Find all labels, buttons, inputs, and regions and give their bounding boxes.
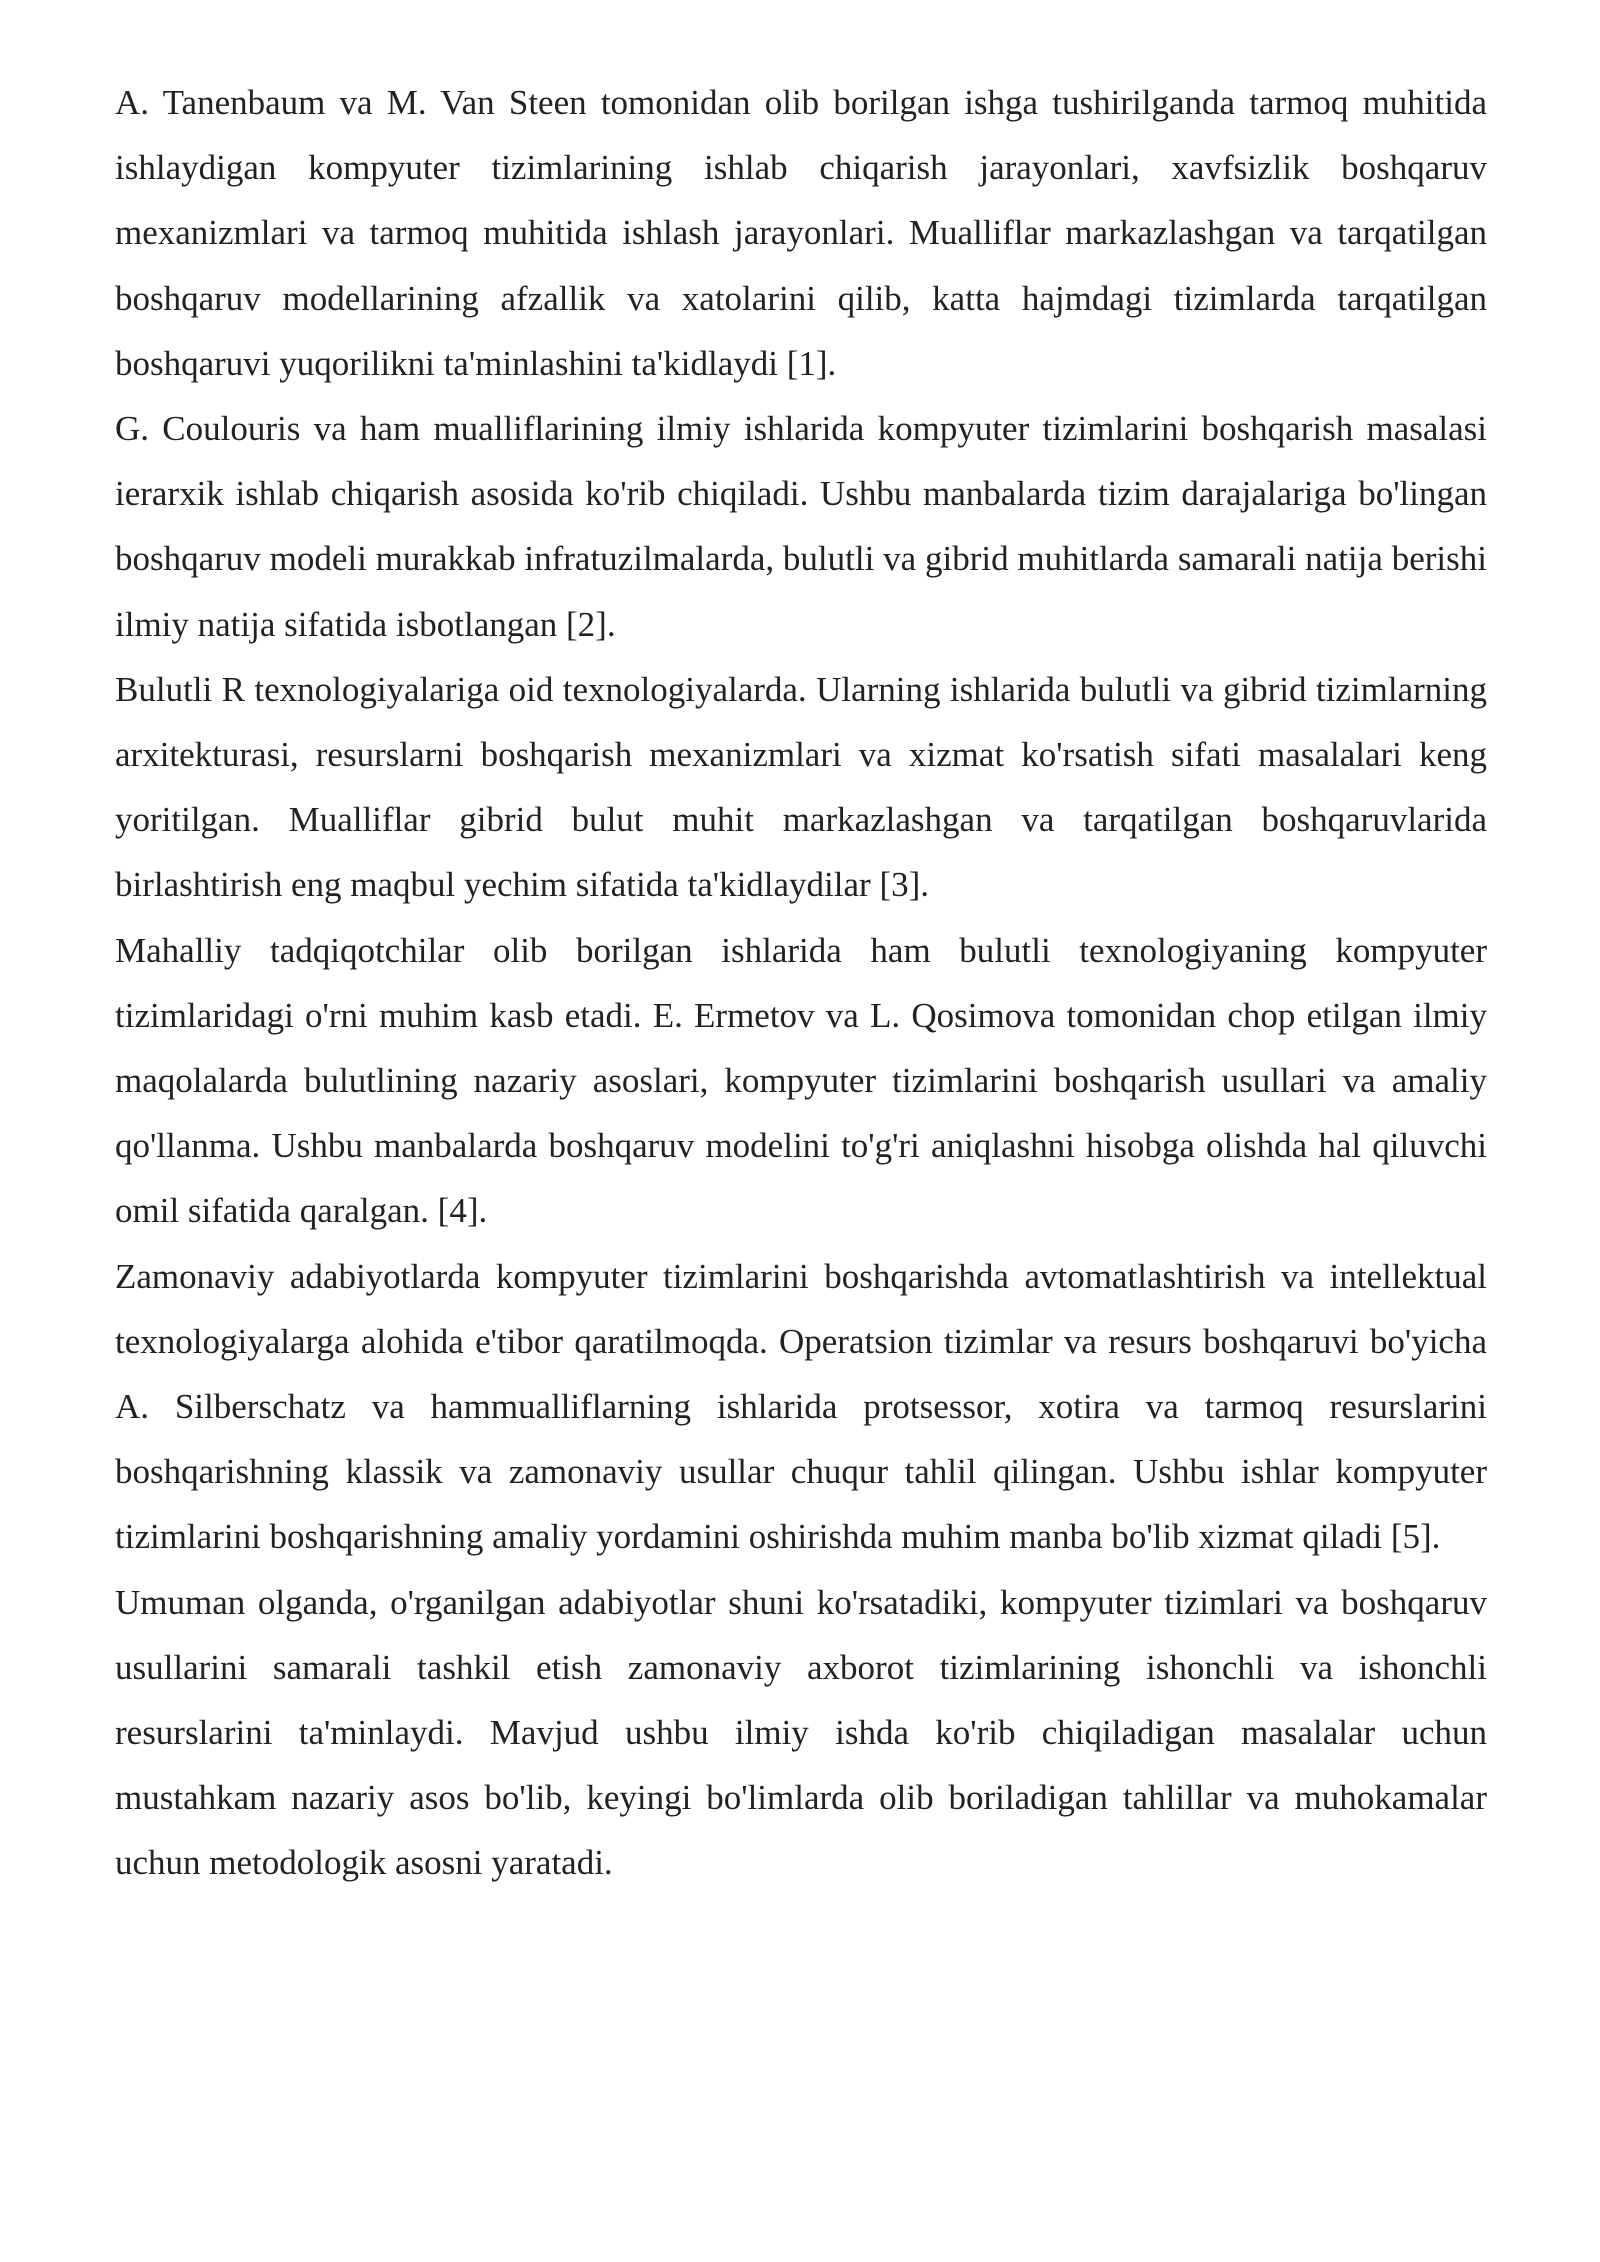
paragraph-3: Bulutli R texnologiyalariga oid texnologiyalarda. Ularning ishlarida bulutli va gibrid tizimlarning arxitekturasi, resurslarni boshqarish mexanizmlari va xizmat ko'rsatish sifati masalalari keng yoritilgan. Mualliflar gibrid bulut muhit markazlashgan va tarqatilgan boshqaruvlarida birlashtirish eng maqbul yechim sifatida ta'kidlaydilar [3]. (115, 669, 1487, 905)
paragraph-5: Zamonaviy adabiyotlarda kompyuter tizimlarini boshqarishda avtomatlashtirish va intellektual texnologiyalarga alohida e'tibor qaratilmoqda. Operatsion tizimlar va resurs boshqaruvi bo'yicha A. Silberschatz va hammualliflarning ishlarida protsessor, xotira va tarmoq resurslarini boshqarishning klassik va zamonaviy usullar chuqur tahlil qilingan. Ushbu ishlar kompyuter tizimlarini boshqarishning amaliy yordamini oshirishda muhim manba bo'lib xizmat qiladi [5]. (115, 1256, 1487, 1557)
paragraph-4: Mahalliy tadqiqotchilar olib borilgan ishlarida ham bulutli texnologiyaning kompyuter tizimlaridagi o'rni muhim kasb etadi. E. Ermetov va L. Qosimova tomonidan chop etilgan ilmiy maqolalarda bulutlining nazariy asoslari, kompyuter tizimlarini boshqarish usullari va amaliy qo'llanma. Ushbu manbalarda boshqaruv modelini to'g'ri aniqlashni hisobga olishda hal qiluvchi omil sifatida qaralgan. [4]. (115, 930, 1487, 1231)
paragraph-2: G. Coulouris va ham mualliflarining ilmiy ishlarida kompyuter tizimlarini boshqarish masalasi ierarxik ishlab chiqarish asosida ko'rib chiqiladi. Ushbu manbalarda tizim darajalariga bo'lingan boshqaruv modeli murakkab infratuzilmalarda, bulutli va gibrid muhitlarda samarali natija berishi ilmiy natija sifatida isbotlangan [2]. (115, 409, 1487, 644)
paragraph-1: A. Tanenbaum va M. Van Steen tomonidan olib borilgan ishga tushirilganda tarmoq muhitida ishlaydigan kompyuter tizimlarining ishlab chiqarish jarayonlari, xavfsizlik boshqaruv mexanizmlari va tarmoq muhitida ishlash jarayonlari. Mualliflar markazlashgan va tarqatilgan boshqaruv modellarining afzallik va xatolarini qilib, katta hajmdagi tizimlarda tarqatilgan boshqaruvi yuqorilikni ta'minlashini ta'kidlaydi [1]. (115, 83, 1487, 383)
paragraph-6: Umuman olganda, o'rganilgan adabiyotlar shuni ko'rsatadiki, kompyuter tizimlari va boshqaruv usullarini samarali tashkil etish zamonaviy axborot tizimlarining ishonchli va ishonchli resurslarini ta'minlaydi. Mavjud ushbu ilmiy ishda ko'rib chiqiladigan masalalar uchun mustahkam nazariy asos bo'lib, keyingi bo'limlarda olib boriladigan tahlillar va muhokamalar uchun metodologik asosni yaratadi. (115, 1582, 1487, 1883)
document-body (115, 70, 1487, 1896)
